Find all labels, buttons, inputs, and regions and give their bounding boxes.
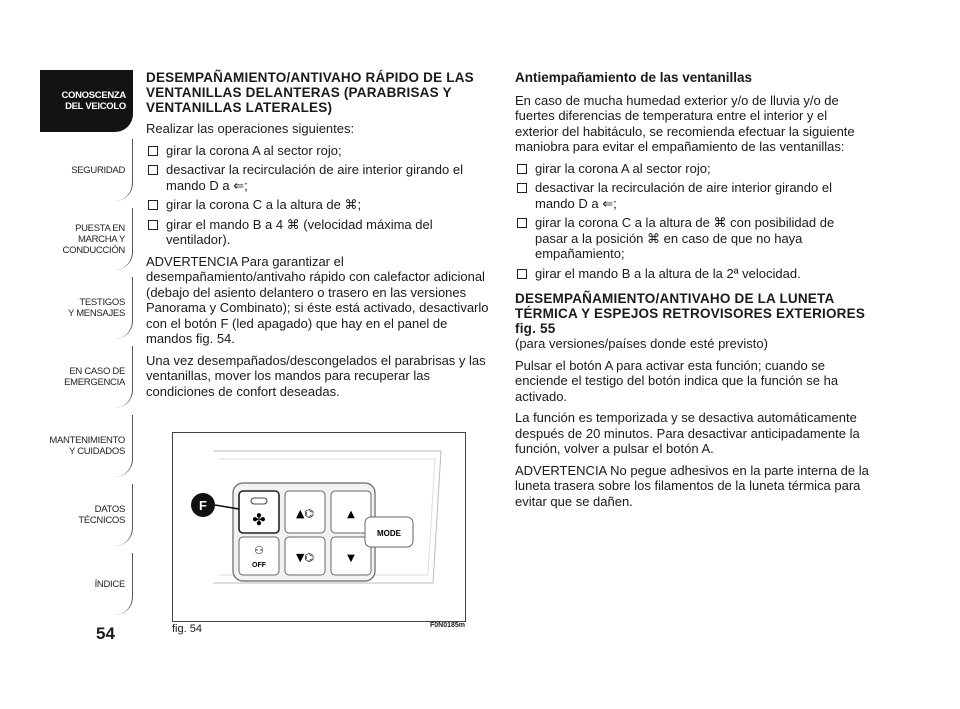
body-text: Una vez desempañados/descongelados el parabrisas y las ventanillas, mover los mandos para recuperar las condiciones de confort deseadas. <box>146 352 486 399</box>
step-item: girar el mando B a la altura de la 2ª velocidad. <box>515 266 870 282</box>
warning-text: ADVERTENCIA Para garantizar el desempañamiento/antivaho rápido con calefactor adicional (debajo del asiento delantero o trasero en las versiones Panorama y Combinato); si éste está activado, desactivarlo con el botón F (led apagado) que hay en el panel de mandos fig. 54. <box>146 253 489 346</box>
svg-text:▼: ▼ <box>347 553 355 564</box>
figure-54-control-panel <box>172 432 466 622</box>
figure-caption: fig. 54 <box>172 623 202 635</box>
left-column <box>146 70 494 405</box>
step-item: desactivar la recirculación de aire interior girando el mando D a ⇐; <box>515 180 870 211</box>
availability-note: (para versiones/países donde esté previsto) <box>515 336 768 351</box>
svg-text:✤: ✤ <box>252 510 266 529</box>
control-panel-illustration <box>173 433 465 621</box>
tab-testigos[interactable]: TESTIGOS Y MENSAJES <box>40 277 133 339</box>
tab-indice[interactable]: ÍNDICE <box>40 553 133 615</box>
figure-marker-f: F <box>199 498 207 513</box>
step-item: girar el mando B a 4 ⌘ (velocidad máxima del ventilador). <box>146 217 494 248</box>
svg-text:▼⌬: ▼⌬ <box>295 551 315 564</box>
svg-text:▲: ▲ <box>347 509 355 520</box>
tab-emergencia[interactable]: EN CASO DE EMERGENCIA <box>40 346 133 408</box>
body-text: La función es temporizada y se desactiva automáticamente después de 20 minutos. Para desactivar anticipadamente la función, volver a pulsar el botón A. <box>515 410 860 456</box>
intro-text: En caso de mucha humedad exterior y/o de lluvia y/o de fuertes diferencias de temperatura entre el interior y el exterior del habitáculo, se recomienda efectuar la siguiente maniobra para evitar el empañamiento de las ventanillas: <box>515 92 855 154</box>
right-column <box>515 70 870 515</box>
tab-mantenimiento[interactable]: MANTENIMIENTO Y CUIDADOS <box>40 415 133 477</box>
step-item: girar la corona A al sector rojo; <box>515 161 870 177</box>
tab-conoscenza-del-veicolo[interactable]: CONOSCENZA DEL VEICOLO <box>40 70 133 132</box>
step-item: desactivar la recirculación de aire interior girando el mando D a ⇐; <box>146 162 494 193</box>
step-item: girar la corona C a la altura de ⌘ con posibilidad de pasar a la posición ⌘ en caso de que no haya empañamiento; <box>515 215 870 262</box>
svg-text:▲⌬: ▲⌬ <box>295 507 315 520</box>
steps-list <box>146 143 494 248</box>
svg-text:⚇: ⚇ <box>254 544 264 557</box>
figure-code: F0N0185m <box>430 622 466 629</box>
body-text: Pulsar el botón A para activar esta función; cuando se enciende el testigo del botón indica que la función se ha activado. <box>515 357 839 404</box>
page-number: 54 <box>96 624 115 643</box>
off-label: OFF <box>252 562 266 569</box>
step-item: girar la corona A al sector rojo; <box>146 143 494 159</box>
tab-seguridad[interactable]: SEGURIDAD <box>40 139 133 201</box>
steps-list <box>515 161 870 282</box>
mode-label: MODE <box>377 529 401 538</box>
warning-text: ADVERTENCIA No pegue adhesivos en la parte interna de la luneta trasera sobre los filamentos de la luneta térmica para evitar que se dañen. <box>515 462 869 509</box>
tab-puesta-en-marcha[interactable]: PUESTA EN MARCHA Y CONDUCCIÓN <box>40 208 133 270</box>
chapter-sidebar <box>40 70 133 622</box>
section-heading-2: DESEMPAÑAMIENTO/ANTIVAHO DE LA LUNETA TÉRMICA Y ESPEJOS RETROVISORES EXTERIORES fig. 55 <box>515 291 866 336</box>
subheading: Antiempañamiento de las ventanillas <box>515 70 753 85</box>
section-heading: DESEMPAÑAMIENTO/ANTIVAHO RÁPIDO DE LAS VENTANILLAS DELANTERAS (PARABRISAS Y VENTANILLAS LATERALES) <box>146 70 474 115</box>
tab-datos-tecnicos[interactable]: DATOS TÉCNICOS <box>40 484 133 546</box>
step-item: girar la corona C a la altura de ⌘; <box>146 197 494 213</box>
intro-text: Realizar las operaciones siguientes: <box>146 121 355 136</box>
